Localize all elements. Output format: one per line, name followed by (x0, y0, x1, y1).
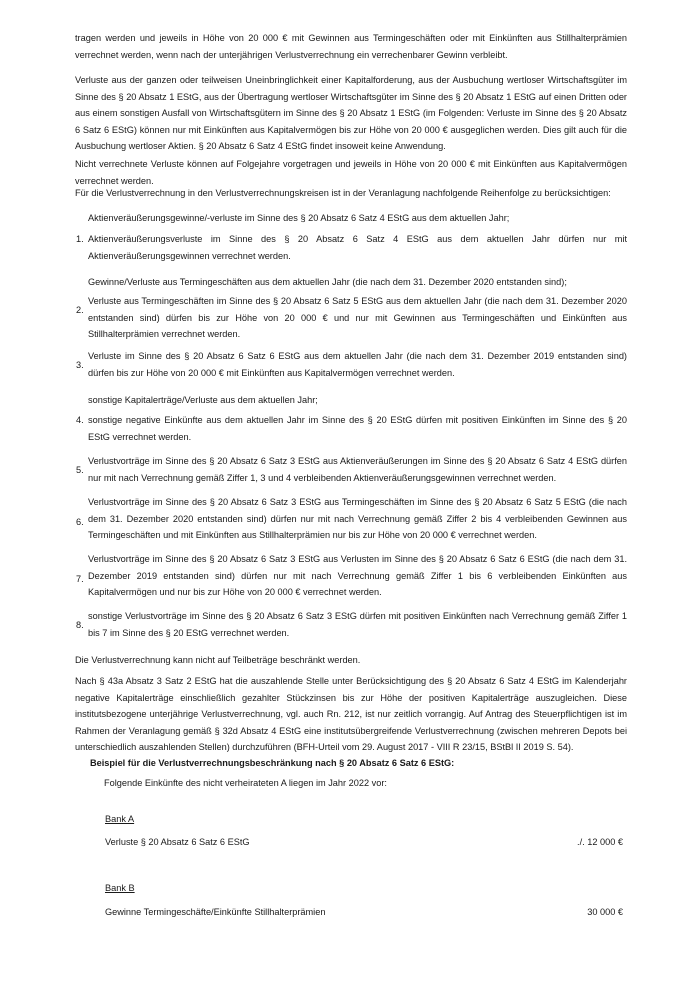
list-number: 6. (76, 517, 84, 527)
paragraph-keine-teilbetraege: Die Verlustverrechnung kann nicht auf Teilbeträge beschränkt werden. (75, 655, 361, 665)
paragraph-43a: Nach § 43a Absatz 3 Satz 2 EStG hat die auszahlende Stelle unter Berücksichtigung des § 20 Absatz 6 Satz 4 EStG im Kalenderjahr negative Kapitalerträge einschließlich gezahlter Stückzinsen bis zur Höhe der positiven Kapitalerträge auszugleichen. Diese institutsbezogene unterjährige Verlustverrechnung, vgl. auch Rn. 212, ist nur zeitlich vorrangig. Auf Antrag des Steuerpflichtigen ist im Rahmen der Veranlagung gemäß § 32d Absatz 4 EStG eine institutsübergreifende Verlustverrechnung (zwischen mehreren Depots bei unterschiedlich auszahlenden Stellen) durchzuführen (BFH-Urteil vom 29. August 2017 - VIII R 23/15, BStBl II 2019 S. 54). (75, 676, 627, 753)
list-text: Verlustvorträge im Sinne des § 20 Absatz 6 Satz 3 EStG aus Termingeschäften im Sinne des § 20 Absatz 6 Satz 5 EStG (die nach dem 31. Dezember 2020 entstanden sind) dürfen nur mit nach Verrechnung gemäß Ziffer 2 bis 4 verbleibenden Gewinnen aus Termingeschäften und mit Einkünften aus Stillhalterprämien nur bis zur Höhe von 20 000 € verrechnet werden. (88, 497, 627, 541)
bank-b-heading: Bank B (105, 883, 135, 893)
example-title: Beispiel für die Verlustverrechnungsbeschränkung nach § 20 Absatz 6 Satz 6 EStG: (90, 758, 455, 768)
heading-aktienveraeusserung: Aktienveräußerungsgewinne/-verluste im Sinne des § 20 Absatz 6 Satz 4 EStG aus dem aktuellen Jahr; (88, 213, 510, 223)
list-number: 1. (76, 234, 84, 244)
bank-b-label: Gewinne Termingeschäfte/Einkünfte Stillhalterprämien (105, 907, 326, 917)
bank-a-label: Verluste § 20 Absatz 6 Satz 6 EStG (105, 837, 250, 847)
list-number: 5. (76, 465, 84, 475)
list-number: 3. (76, 360, 84, 370)
list-text: Verlustvorträge im Sinne des § 20 Absatz 6 Satz 3 EStG aus Aktienveräußerungen im Sinne des § 20 Absatz 6 Satz 4 EStG dürfen nur mit nach Verrechnung gemäß Ziffer 1, 3 und 4 verbleibenden Aktienveräußerungsgewinnen verrechnet werden. (88, 456, 627, 483)
paragraph-intro: tragen werden und jeweils in Höhe von 20 000 € mit Gewinnen aus Termingeschäften oder mit Einkünften aus Stillhalterprämien verrechnet werden, wenn nach der unterjährigen Verlustverrechnung ein verrechenbarer Gewinn verbleibt. (75, 33, 627, 60)
list-text: Verlustvorträge im Sinne des § 20 Absatz 6 Satz 3 EStG aus Verlusten im Sinne des § 20 Absatz 6 Satz 6 EStG (die nach dem 31. Dezember 2019 entstanden sind) dürfen nur mit nach Verrechnung gemäß Ziffer 1 bis 6 verbleibenden Einkünften aus Kapitalvermögen und nur bis zur Höhe von 20 000 € verrechnet werden. (88, 554, 627, 598)
bank-a-amount: ./. 12 000 € (577, 837, 623, 847)
list-text: Verluste aus Termingeschäften im Sinne des § 20 Absatz 6 Satz 5 EStG aus dem aktuellen Jahr (die nach dem 31. Dezember 2020 entstanden sind) dürfen bis zur Höhe von 20 000 € und nur mit Gewinnen aus Termingeschäften und Einkünften aus Stillhalterprämien verrechnet werden. (88, 296, 627, 340)
list-number: 8. (76, 620, 84, 630)
list-number: 2. (76, 305, 84, 315)
bank-a-heading: Bank A (105, 814, 135, 824)
list-number: 7. (76, 574, 84, 584)
list-text: sonstige negative Einkünfte aus dem aktuellen Jahr im Sinne des § 20 EStG dürfen mit positiven Einkünften im Sinne des § 20 EStG verrechnet werden. (88, 415, 627, 442)
list-text: sonstige Verlustvorträge im Sinne des § 20 Absatz 6 Satz 3 EStG dürfen mit positiven Einkünften nach Verrechnung gemäß Ziffer 1 bis 7 im Sinne des § 20 EStG verrechnet werden. (88, 611, 627, 638)
list-number: 4. (76, 415, 84, 425)
list-text: Aktienveräußerungsverluste im Sinne des § 20 Absatz 6 Satz 4 EStG aus dem aktuellen Jahr dürfen nur mit Aktienveräußerungsgewinnen verrechnet werden. (88, 234, 627, 261)
list-text: Verluste im Sinne des § 20 Absatz 6 Satz 6 EStG aus dem aktuellen Jahr (die nach dem 31. Dezember 2019 entstanden sind) dürfen bis zur Höhe von 20 000 € mit Einkünften aus Kapitalvermögen verrechnet werden. (88, 351, 627, 378)
paragraph-verluste-uneinbringlichkeit: Verluste aus der ganzen oder teilweisen Uneinbringlichkeit einer Kapitalforderung, aus der Ausbuchung wertloser Wirtschaftsgüter im Sinne des § 20 Absatz 1 EStG, aus der Übertragung wertloser Wirtschaftsgüter im Sinne des § 20 Absatz 1 EStG auf einen Dritten oder aus einem sonstigen Ausfall von Wirtschaftsgütern im Sinne des § 20 Absatz 1 EStG (im Folgenden: Verluste im Sinne des § 20 Absatz 6 Satz 6 EStG) können nur mit Einkünften aus Kapitalvermögen bis zur Höhe von 20 000 € ausgeglichen werden. Dies gilt auch für die Ausbuchung wertloser Aktien. § 20 Absatz 6 Satz 4 EStG findet insoweit keine Anwendung. (75, 75, 627, 152)
paragraph-reihenfolge: Für die Verlustverrechnung in den Verlustverrechnungskreisen ist in der Veranlagung nachfolgende Reihenfolge zu berücksichtigen: (75, 188, 611, 198)
heading-sonstige-kapitalertraege: sonstige Kapitalerträge/Verluste aus dem aktuellen Jahr; (88, 395, 318, 405)
bank-b-amount: 30 000 € (587, 907, 623, 917)
example-intro: Folgende Einkünfte des nicht verheirateten A liegen im Jahr 2022 vor: (104, 778, 387, 788)
paragraph-verlustvortrag: Nicht verrechnete Verluste können auf Folgejahre vorgetragen und jeweils in Höhe von 20 000 € mit Einkünften aus Kapitalvermögen verrechnet werden. (75, 159, 627, 186)
heading-termingeschaefte: Gewinne/Verluste aus Termingeschäften aus dem aktuellen Jahr (die nach dem 31. Dezember 2020 entstanden sind); (88, 277, 567, 287)
